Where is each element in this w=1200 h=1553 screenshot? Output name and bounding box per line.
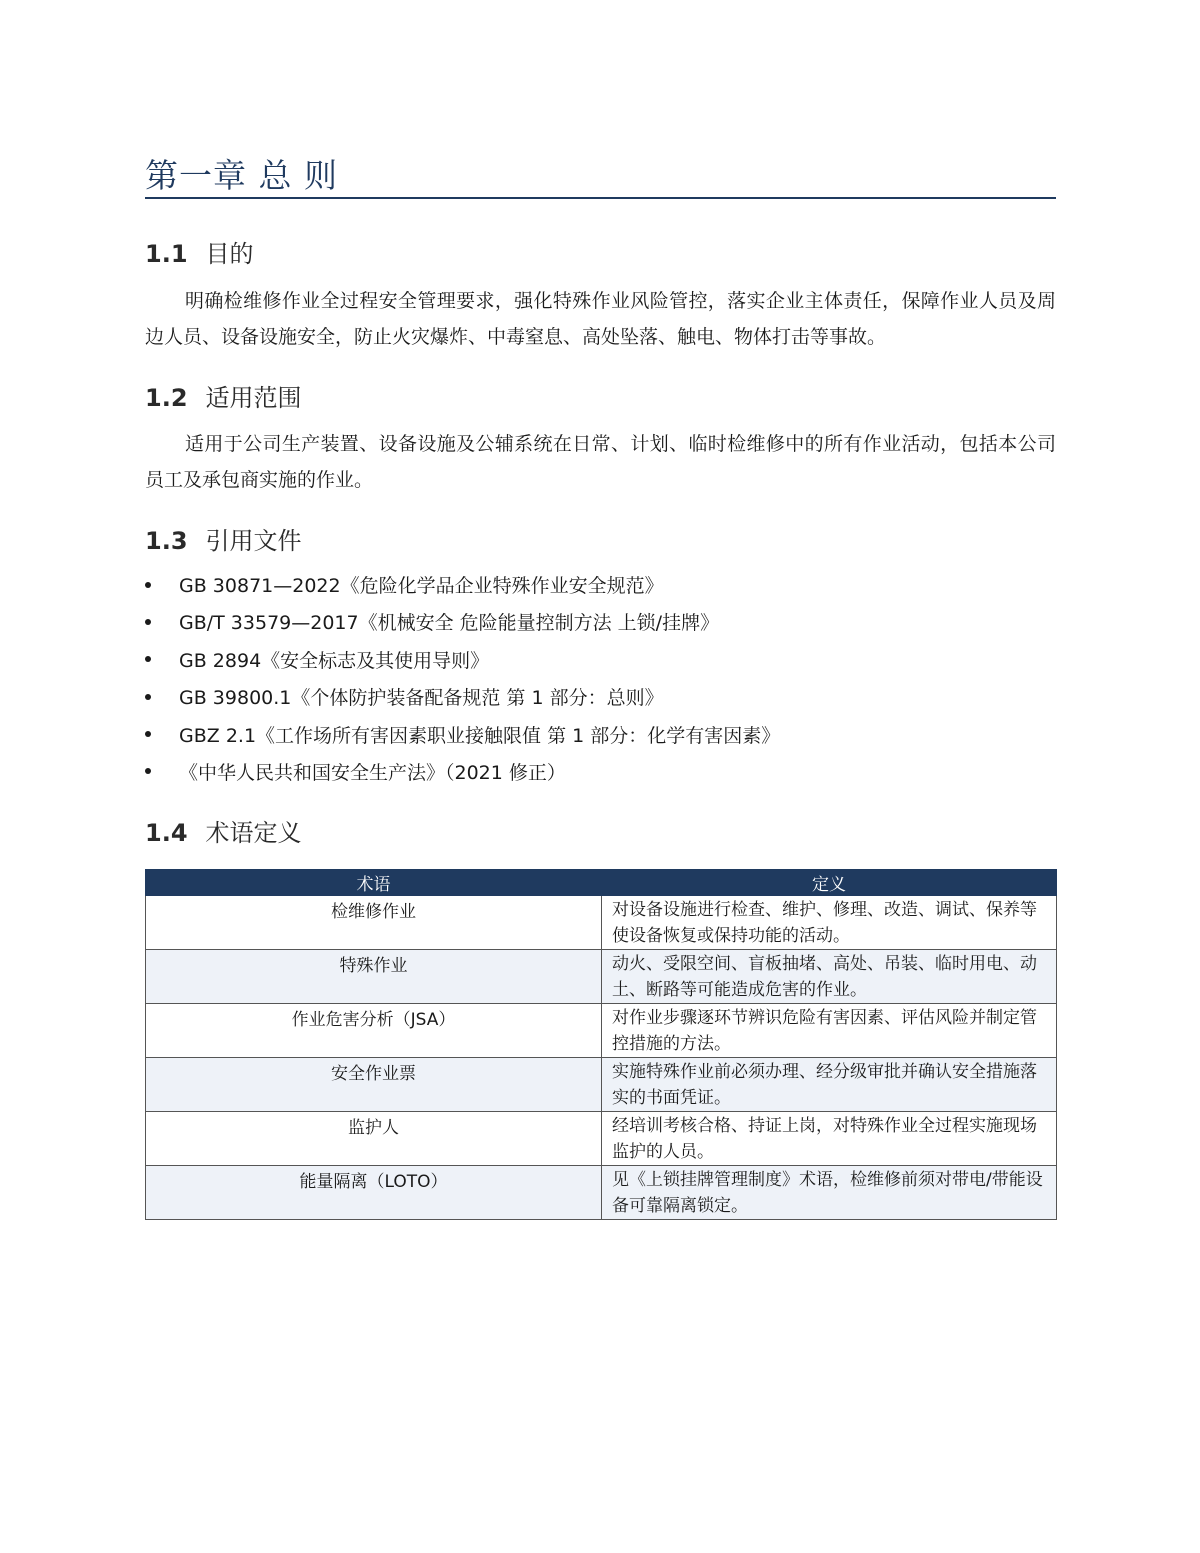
reference-text: GB/T 33579—2017《机械安全 危险能量控制方法 上锁/挂牌》 (179, 612, 720, 635)
reference-text: GBZ 2.1《工作场所有害因素职业接触限值 第 1 部分：化学有害因素》 (179, 724, 781, 747)
list-item (145, 718, 780, 755)
bullet-icon (145, 694, 151, 700)
definition-cell: 见《上锁挂牌管理制度》术语，检维修前须对带电/带能设备可靠隔离锁定。 (602, 1166, 1057, 1220)
section-number: 1.3 (145, 527, 188, 555)
section-heading-terms (145, 813, 302, 848)
definition-cell: 实施特殊作业前必须办理、经分级审批并确认安全措施落实的书面凭证。 (602, 1058, 1057, 1112)
scope-paragraph: 适用于公司生产装置、设备设施及公辅系统在日常、计划、临时检维修中的所有作业活动，包括本公司员工及承包商实施的作业。 (145, 433, 1056, 491)
table-row (146, 1166, 1057, 1220)
table-row (146, 896, 1057, 950)
section-heading-references (145, 521, 302, 556)
term-cell: 特殊作业 (146, 950, 602, 1004)
table-header-row (146, 870, 1057, 896)
table-row (146, 1058, 1057, 1112)
chapter-title: 第一章 总 则 (145, 156, 338, 195)
column-header-term: 术语 (146, 870, 602, 896)
term-cell: 监护人 (146, 1112, 602, 1166)
definition-cell: 经培训考核合格、持证上岗，对特殊作业全过程实施现场监护的人员。 (602, 1112, 1057, 1166)
term-cell: 能量隔离（LOTO） (146, 1166, 602, 1220)
definition-cell: 对作业步骤逐环节辨识危险有害因素、评估风险并制定管控措施的方法。 (602, 1004, 1057, 1058)
list-item (145, 643, 780, 680)
reference-list (145, 568, 780, 792)
section-heading-scope (145, 378, 302, 413)
list-item (145, 755, 780, 792)
table-row (146, 1004, 1057, 1058)
definition-cell: 动火、受限空间、盲板抽堵、高处、吊装、临时用电、动土、断路等可能造成危害的作业。 (602, 950, 1057, 1004)
terms-table (145, 869, 1057, 1220)
section-title: 引用文件 (205, 527, 302, 555)
section-number: 1.4 (145, 819, 188, 847)
reference-text: GB 2894《安全标志及其使用导则》 (179, 649, 490, 672)
reference-text: 《中华人民共和国安全生产法》（2021 修正） (179, 761, 566, 784)
term-cell: 检维修作业 (146, 896, 602, 950)
table-row (146, 1112, 1057, 1166)
bullet-icon (145, 731, 151, 737)
column-header-definition: 定义 (602, 870, 1057, 896)
bullet-icon (145, 768, 151, 774)
table-row (146, 950, 1057, 1004)
section-number: 1.2 (145, 384, 188, 412)
definition-cell: 对设备设施进行检查、维护、修理、改造、调试、保养等使设备恢复或保持功能的活动。 (602, 896, 1057, 950)
section-title: 术语定义 (205, 819, 302, 847)
section-title: 适用范围 (205, 384, 302, 412)
list-item (145, 605, 780, 642)
bullet-icon (145, 656, 151, 662)
list-item (145, 568, 780, 605)
purpose-paragraph: 明确检维修作业全过程安全管理要求，强化特殊作业风险管控，落实企业主体责任，保障作业人员及周边人员、设备设施安全，防止火灾爆炸、中毒窒息、高处坠落、触电、物体打击等事故。 (145, 290, 1056, 348)
bullet-icon (145, 582, 151, 588)
reference-text: GB 39800.1《个体防护装备配备规范 第 1 部分：总则》 (179, 687, 664, 710)
list-item (145, 680, 780, 717)
section-number: 1.1 (145, 240, 188, 268)
chapter-divider (145, 197, 1056, 199)
section-heading-purpose (145, 234, 254, 269)
bullet-icon (145, 619, 151, 625)
reference-text: GB 30871—2022《危险化学品企业特殊作业安全规范》 (179, 575, 664, 597)
term-cell: 安全作业票 (146, 1058, 602, 1112)
section-title: 目的 (205, 240, 254, 268)
term-cell: 作业危害分析（JSA） (146, 1004, 602, 1058)
